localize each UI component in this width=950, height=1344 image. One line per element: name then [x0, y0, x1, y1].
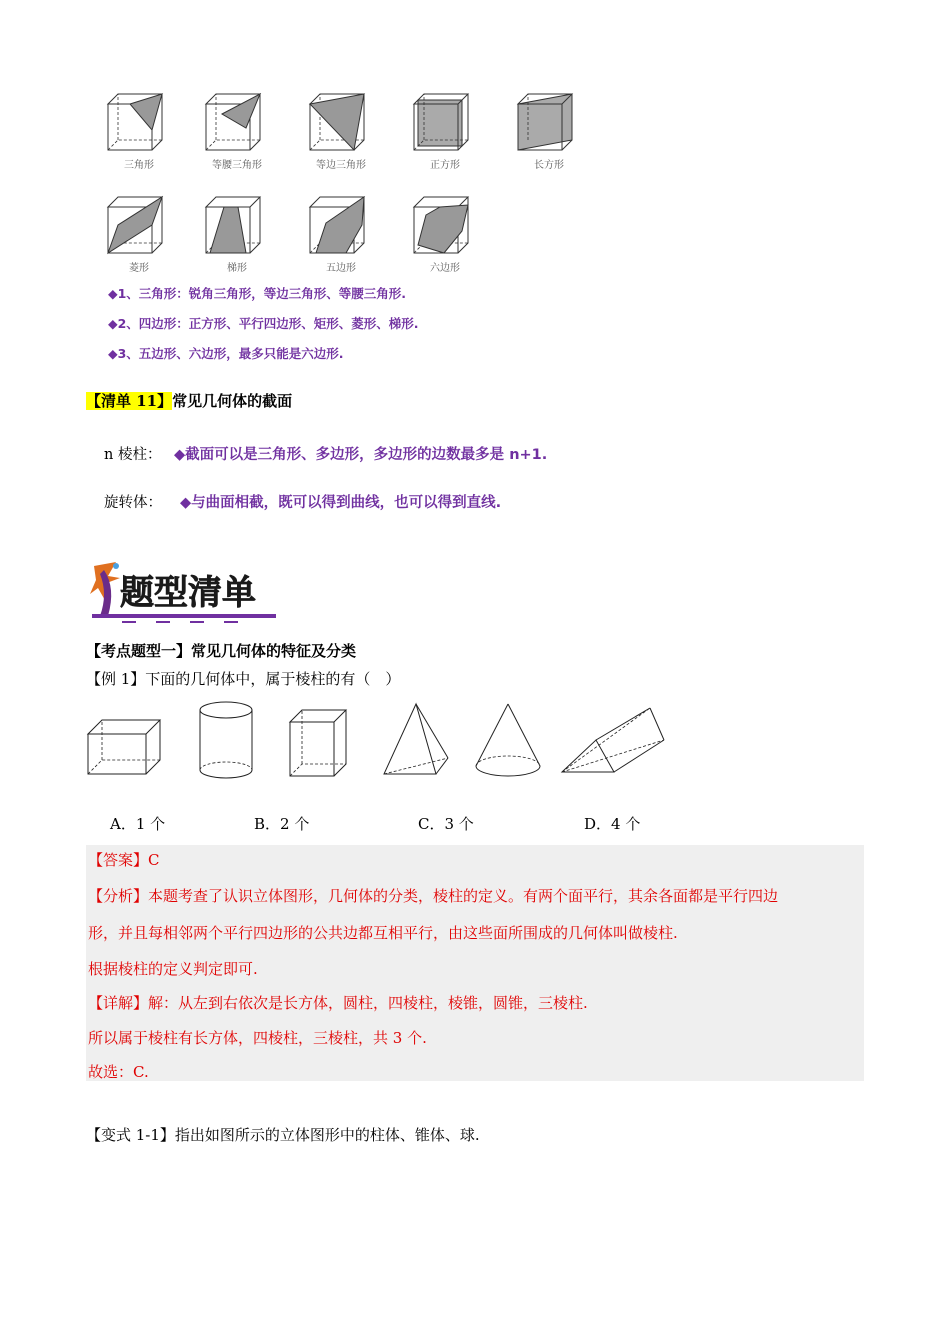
logo-text: 题型清单	[120, 573, 256, 613]
pyramid-figure	[380, 700, 452, 780]
prism-label: n 棱柱：	[104, 447, 162, 463]
cube-rhombus-figure	[104, 195, 174, 274]
option-b[interactable]: B．2 个	[254, 815, 310, 833]
triangular-prism-figure	[558, 702, 668, 778]
caption: 六边形	[430, 263, 460, 274]
answer-value: C	[148, 851, 160, 869]
analysis-tag: 【分析】	[88, 887, 149, 905]
cuboid-figure	[84, 718, 164, 778]
caption: 梯形	[227, 263, 247, 274]
note-triangle: ◆1、三角形：锐角三角形，等边三角形、等腰三角形.	[108, 286, 407, 301]
topic-title: 【考点题型一】常见几何体的特征及分类	[86, 642, 357, 660]
caption: 三角形	[124, 160, 154, 171]
quadrangular-prism-figure	[286, 704, 352, 782]
cylinder-figure	[196, 700, 256, 782]
answer-line	[88, 849, 160, 870]
example-1-question: 【例 1】下面的几何体中，属于棱柱的有（ ）	[86, 670, 401, 688]
cube-rectangle-figure	[514, 92, 584, 171]
cone-figure	[472, 700, 544, 782]
rotation-label: 旋转体：	[104, 495, 162, 511]
note-pentagon-hexagon: ◆3、五边形、六边形，最多只能是六边形.	[108, 346, 344, 361]
analysis-line-2: 形，并且每相邻两个平行四边形的公共边都互相平行，由这些面所围成的几何体叫做棱柱.	[88, 924, 678, 942]
caption: 等边三角形	[316, 160, 366, 171]
list11-tag: 【清单 11】	[86, 392, 173, 410]
list11-title: 常见几何体的截面	[172, 392, 293, 410]
cube-equilateral-figure	[306, 92, 376, 171]
list11-heading	[86, 390, 292, 411]
option-d[interactable]: D．4 个	[584, 815, 641, 833]
caption: 长方形	[534, 160, 564, 171]
caption: 五边形	[326, 263, 356, 274]
cube-triangle-figure	[104, 92, 174, 171]
caption: 正方形	[430, 160, 460, 171]
cube-isosceles-figure	[202, 92, 272, 171]
caption: 菱形	[129, 263, 149, 274]
analysis-line-1	[88, 885, 778, 906]
cube-trapezoid-figure	[202, 195, 272, 274]
detail-line-1	[88, 992, 588, 1013]
detail-line-3: 故选：C.	[88, 1063, 149, 1081]
rotation-text: ◆与曲面相截，既可以得到曲线，也可以得到直线.	[180, 495, 502, 511]
question-types-logo	[86, 558, 286, 626]
detail-tag: 【详解】	[88, 994, 149, 1012]
variant-1-1-question: 【变式 1-1】指出如图所示的立体图形中的柱体、锥体、球.	[86, 1126, 480, 1144]
cube-hexagon-figure	[410, 195, 480, 274]
analysis-text-1: 本题考查了认识立体图形，几何体的分类，棱柱的定义。有两个面平行，其余各面都是平行四边	[148, 887, 779, 905]
caption: 等腰三角形	[212, 160, 262, 171]
analysis-line-3: 根据棱柱的定义判定即可.	[88, 960, 258, 978]
detail-line-2: 所以属于棱柱有长方体，四棱柱，三棱柱，共 3 个.	[88, 1029, 427, 1047]
cube-square-figure	[410, 92, 480, 171]
option-c[interactable]: C．3 个	[418, 815, 474, 833]
detail-text-1: 解：从左到右依次是长方体，圆柱，四棱柱，棱锥，圆锥，三棱柱.	[148, 994, 588, 1012]
prism-text: ◆截面可以是三角形、多边形，多边形的边数最多是 n+1.	[174, 447, 548, 463]
option-a[interactable]: A．1 个	[110, 815, 166, 833]
note-quadrilateral: ◆2、四边形：正方形、平行四边形、矩形、菱形、梯形.	[108, 316, 419, 331]
answer-tag: 【答案】	[88, 851, 149, 869]
cube-pentagon-figure	[306, 195, 376, 274]
